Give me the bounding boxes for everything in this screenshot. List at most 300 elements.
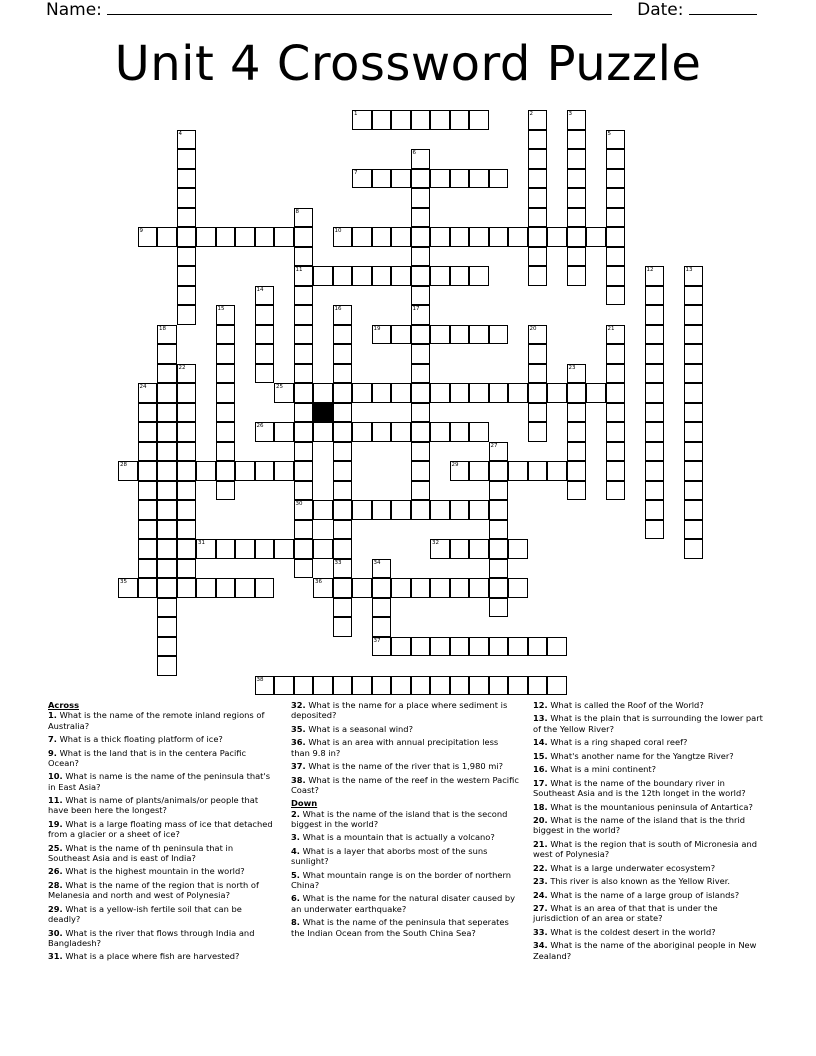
grid-cell[interactable] [469,266,489,286]
grid-cell[interactable] [567,110,587,130]
grid-cell[interactable] [352,383,372,403]
grid-cell[interactable] [547,637,567,657]
grid-cell[interactable] [411,344,431,364]
grid-cell[interactable] [528,110,548,130]
grid-cell[interactable] [606,422,626,442]
grid-cell[interactable] [313,500,333,520]
grid-cell[interactable] [372,422,392,442]
grid-cell[interactable] [157,598,177,618]
grid-cell[interactable] [430,578,450,598]
grid-cell[interactable] [372,266,392,286]
grid-cell[interactable] [411,500,431,520]
grid-cell[interactable] [372,325,392,345]
grid-cell[interactable] [333,598,353,618]
grid-cell[interactable] [177,520,197,540]
grid-cell[interactable] [508,539,528,559]
grid-cell[interactable] [508,637,528,657]
grid-cell[interactable] [645,481,665,501]
grid-cell[interactable] [157,559,177,579]
grid-cell[interactable] [567,130,587,150]
grid-cell[interactable] [216,481,236,501]
grid-cell[interactable] [216,227,236,247]
grid-cell[interactable] [430,637,450,657]
grid-cell[interactable] [684,461,704,481]
grid-cell[interactable] [528,266,548,286]
grid-cell[interactable] [391,676,411,696]
grid-cell[interactable] [528,461,548,481]
grid-cell[interactable] [157,656,177,676]
grid-cell[interactable] [255,364,275,384]
grid-cell[interactable] [606,188,626,208]
grid-cell[interactable] [313,578,333,598]
grid-cell[interactable] [528,383,548,403]
grid-cell[interactable] [333,403,353,423]
grid-cell[interactable] [294,442,314,462]
grid-cell[interactable] [391,578,411,598]
grid-cell[interactable] [255,676,275,696]
grid-cell[interactable] [177,364,197,384]
grid-cell[interactable] [586,227,606,247]
grid-cell[interactable] [372,676,392,696]
grid-cell[interactable] [567,266,587,286]
grid-cell[interactable] [196,461,216,481]
grid-cell[interactable] [177,383,197,403]
grid-cell[interactable] [333,617,353,637]
grid-cell[interactable] [177,169,197,189]
grid-cell[interactable] [450,169,470,189]
grid-cell[interactable] [177,227,197,247]
grid-cell[interactable] [391,325,411,345]
grid-cell[interactable] [177,403,197,423]
grid-cell[interactable] [528,149,548,169]
grid-cell[interactable] [606,344,626,364]
grid-cell[interactable] [372,383,392,403]
grid-cell[interactable] [333,461,353,481]
grid-cell[interactable] [391,266,411,286]
grid-cell[interactable] [196,227,216,247]
grid-cell[interactable] [411,110,431,130]
grid-cell[interactable] [567,481,587,501]
grid-cell[interactable] [489,169,509,189]
grid-cell[interactable] [606,130,626,150]
grid-cell[interactable] [450,227,470,247]
grid-cell[interactable] [489,520,509,540]
grid-cell[interactable] [333,364,353,384]
grid-cell[interactable] [489,578,509,598]
grid-cell[interactable] [235,578,255,598]
grid-cell[interactable] [391,110,411,130]
grid-cell[interactable] [333,325,353,345]
grid-cell[interactable] [645,286,665,306]
grid-cell[interactable] [157,617,177,637]
grid-cell[interactable] [508,578,528,598]
grid-cell[interactable] [157,422,177,442]
grid-cell[interactable] [177,149,197,169]
grid-cell[interactable] [489,598,509,618]
grid-cell[interactable] [508,461,528,481]
grid-cell[interactable] [216,403,236,423]
grid-cell[interactable] [489,461,509,481]
grid-cell[interactable] [157,578,177,598]
grid-cell[interactable] [528,344,548,364]
grid-cell[interactable] [645,520,665,540]
grid-cell[interactable] [489,325,509,345]
grid-cell[interactable] [489,227,509,247]
grid-cell[interactable] [138,461,158,481]
grid-cell[interactable] [411,188,431,208]
grid-cell[interactable] [567,442,587,462]
grid-cell[interactable] [430,383,450,403]
grid-cell[interactable] [469,676,489,696]
grid-cell[interactable] [430,227,450,247]
grid-cell[interactable] [138,383,158,403]
grid-cell[interactable] [196,539,216,559]
grid-cell[interactable] [294,286,314,306]
grid-cell[interactable] [391,169,411,189]
grid-cell[interactable] [684,403,704,423]
grid-cell[interactable] [157,442,177,462]
grid-cell[interactable] [333,481,353,501]
grid-cell[interactable] [411,149,431,169]
grid-cell[interactable] [430,169,450,189]
grid-cell[interactable] [372,110,392,130]
grid-cell[interactable] [333,227,353,247]
grid-cell[interactable] [333,539,353,559]
grid-cell[interactable] [177,422,197,442]
grid-cell[interactable] [177,208,197,228]
grid-cell[interactable] [430,500,450,520]
grid-cell[interactable] [684,500,704,520]
grid-cell[interactable] [294,325,314,345]
grid-cell[interactable] [391,422,411,442]
grid-cell[interactable] [157,383,177,403]
grid-cell[interactable] [430,539,450,559]
grid-cell[interactable] [157,364,177,384]
grid-cell[interactable] [372,169,392,189]
grid-cell[interactable] [216,325,236,345]
grid-cell[interactable] [391,500,411,520]
grid-cell[interactable] [411,266,431,286]
grid-cell[interactable] [450,676,470,696]
grid-cell[interactable] [157,461,177,481]
grid-cell[interactable] [157,325,177,345]
grid-cell[interactable] [216,442,236,462]
grid-cell[interactable] [235,461,255,481]
grid-cell[interactable] [528,169,548,189]
grid-cell[interactable] [138,559,158,579]
grid-cell[interactable] [294,305,314,325]
grid-cell[interactable] [255,305,275,325]
grid-cell[interactable] [157,539,177,559]
grid-cell[interactable] [411,442,431,462]
grid-cell[interactable] [469,110,489,130]
grid-cell[interactable] [547,383,567,403]
grid-cell[interactable] [684,422,704,442]
grid-cell[interactable] [372,500,392,520]
grid-cell[interactable] [528,188,548,208]
grid-cell[interactable] [567,227,587,247]
grid-cell[interactable] [606,403,626,423]
grid-cell[interactable] [528,422,548,442]
grid-cell[interactable] [333,500,353,520]
grid-cell[interactable] [411,227,431,247]
grid-cell[interactable] [157,481,177,501]
grid-cell[interactable] [606,325,626,345]
grid-cell[interactable] [138,442,158,462]
grid-cell[interactable] [333,442,353,462]
grid-cell[interactable] [411,383,431,403]
grid-cell[interactable] [294,344,314,364]
grid-cell[interactable] [528,227,548,247]
grid-cell[interactable] [645,442,665,462]
grid-cell[interactable] [294,227,314,247]
grid-cell[interactable] [274,461,294,481]
grid-cell[interactable] [177,130,197,150]
grid-cell[interactable] [489,500,509,520]
grid-cell[interactable] [450,422,470,442]
grid-cell[interactable] [177,266,197,286]
grid-cell[interactable] [411,305,431,325]
grid-cell[interactable] [333,559,353,579]
grid-cell[interactable] [177,305,197,325]
grid-cell[interactable] [411,422,431,442]
grid-cell[interactable] [352,422,372,442]
grid-cell[interactable] [313,676,333,696]
grid-cell[interactable] [294,461,314,481]
grid-cell[interactable] [567,188,587,208]
grid-cell[interactable] [606,442,626,462]
grid-cell[interactable] [606,149,626,169]
grid-cell[interactable] [489,539,509,559]
grid-cell[interactable] [352,266,372,286]
grid-cell[interactable] [274,383,294,403]
grid-cell[interactable] [177,539,197,559]
grid-cell[interactable] [567,364,587,384]
grid-cell[interactable] [255,325,275,345]
grid-cell[interactable] [255,461,275,481]
grid-cell[interactable] [606,481,626,501]
grid-cell[interactable] [352,169,372,189]
grid-cell[interactable] [352,676,372,696]
grid-cell[interactable] [489,481,509,501]
grid-cell[interactable] [528,364,548,384]
grid-cell[interactable] [645,344,665,364]
grid-cell[interactable] [645,461,665,481]
grid-cell[interactable] [430,422,450,442]
grid-cell[interactable] [469,500,489,520]
grid-cell[interactable] [138,578,158,598]
grid-cell[interactable] [528,325,548,345]
grid-cell[interactable] [489,676,509,696]
grid-cell[interactable] [294,247,314,267]
grid-cell[interactable] [411,169,431,189]
grid-cell[interactable] [684,383,704,403]
grid-cell[interactable] [430,110,450,130]
grid-cell[interactable] [645,500,665,520]
grid-cell[interactable] [567,461,587,481]
grid-cell[interactable] [567,149,587,169]
grid-cell[interactable] [528,637,548,657]
grid-cell[interactable] [255,227,275,247]
grid-cell[interactable] [547,227,567,247]
grid-cell[interactable] [313,383,333,403]
grid-cell[interactable] [177,578,197,598]
grid-cell[interactable] [216,344,236,364]
grid-cell[interactable] [450,637,470,657]
grid-cell[interactable] [157,227,177,247]
grid-cell[interactable] [157,403,177,423]
grid-cell[interactable] [294,403,314,423]
grid-cell[interactable] [411,325,431,345]
grid-cell[interactable] [450,578,470,598]
grid-cell[interactable] [333,344,353,364]
grid-cell[interactable] [606,169,626,189]
grid-cell[interactable] [138,520,158,540]
grid-cell[interactable] [684,364,704,384]
grid-cell[interactable] [372,598,392,618]
grid-cell[interactable] [528,676,548,696]
grid-cell[interactable] [411,481,431,501]
grid-cell[interactable] [528,208,548,228]
grid-cell[interactable] [411,578,431,598]
grid-cell[interactable] [274,676,294,696]
grid-cell[interactable] [469,578,489,598]
grid-cell[interactable] [450,325,470,345]
grid-cell[interactable] [294,500,314,520]
grid-cell[interactable] [294,559,314,579]
grid-cell[interactable] [196,578,216,598]
grid-cell[interactable] [645,364,665,384]
grid-cell[interactable] [684,266,704,286]
grid-cell[interactable] [469,169,489,189]
grid-cell[interactable] [469,422,489,442]
grid-cell[interactable] [274,227,294,247]
grid-cell[interactable] [391,227,411,247]
grid-cell[interactable] [411,637,431,657]
grid-cell[interactable] [372,637,392,657]
grid-cell[interactable] [177,559,197,579]
grid-cell[interactable] [352,500,372,520]
grid-cell[interactable] [411,676,431,696]
grid-cell[interactable] [567,208,587,228]
grid-cell[interactable] [333,578,353,598]
grid-cell[interactable] [177,247,197,267]
grid-cell[interactable] [352,110,372,130]
grid-cell[interactable] [684,286,704,306]
grid-cell[interactable] [411,286,431,306]
grid-cell[interactable] [645,383,665,403]
grid-cell[interactable] [313,539,333,559]
grid-cell[interactable] [216,305,236,325]
grid-cell[interactable] [177,188,197,208]
grid-cell[interactable] [294,539,314,559]
grid-cell[interactable] [606,461,626,481]
grid-cell[interactable] [645,422,665,442]
grid-cell[interactable] [567,169,587,189]
grid-cell[interactable] [294,383,314,403]
grid-cell[interactable] [645,266,665,286]
grid-cell[interactable] [528,403,548,423]
grid-cell[interactable] [684,539,704,559]
grid-cell[interactable] [469,539,489,559]
grid-cell[interactable] [118,578,138,598]
grid-cell[interactable] [313,266,333,286]
grid-cell[interactable] [333,422,353,442]
grid-cell[interactable] [508,676,528,696]
grid-cell[interactable] [450,461,470,481]
grid-cell[interactable] [255,578,275,598]
grid-cell[interactable] [567,383,587,403]
grid-cell[interactable] [508,227,528,247]
grid-cell[interactable] [333,676,353,696]
grid-cell[interactable] [255,286,275,306]
grid-cell[interactable] [255,539,275,559]
grid-cell[interactable] [411,403,431,423]
grid-cell[interactable] [430,266,450,286]
grid-cell[interactable] [430,676,450,696]
grid-cell[interactable] [684,305,704,325]
grid-cell[interactable] [508,383,528,403]
grid-cell[interactable] [216,422,236,442]
grid-cell[interactable] [294,481,314,501]
grid-cell[interactable] [567,247,587,267]
grid-cell[interactable] [235,539,255,559]
grid-cell[interactable] [235,227,255,247]
grid-cell[interactable] [294,266,314,286]
grid-cell[interactable] [177,286,197,306]
grid-cell[interactable] [645,403,665,423]
grid-cell[interactable] [489,559,509,579]
grid-cell[interactable] [606,286,626,306]
grid-cell[interactable] [469,325,489,345]
grid-cell[interactable] [352,227,372,247]
grid-cell[interactable] [528,130,548,150]
grid-cell[interactable] [411,461,431,481]
grid-cell[interactable] [469,383,489,403]
grid-cell[interactable] [177,442,197,462]
grid-cell[interactable] [157,520,177,540]
grid-cell[interactable] [586,383,606,403]
grid-cell[interactable] [489,383,509,403]
grid-cell[interactable] [372,578,392,598]
grid-cell[interactable] [372,559,392,579]
grid-cell[interactable] [138,481,158,501]
grid-cell[interactable] [333,266,353,286]
grid-cell[interactable] [216,578,236,598]
grid-cell[interactable] [411,208,431,228]
grid-cell[interactable] [177,500,197,520]
grid-cell[interactable] [684,344,704,364]
grid-cell[interactable] [138,539,158,559]
grid-cell[interactable] [547,461,567,481]
grid-cell[interactable] [645,305,665,325]
grid-cell[interactable] [333,520,353,540]
grid-cell[interactable] [157,500,177,520]
grid-cell[interactable] [255,422,275,442]
grid-cell[interactable] [294,520,314,540]
grid-cell[interactable] [352,578,372,598]
grid-cell[interactable] [469,461,489,481]
grid-cell[interactable] [216,461,236,481]
grid-cell[interactable] [294,676,314,696]
grid-cell[interactable] [274,422,294,442]
grid-cell[interactable] [255,344,275,364]
grid-cell[interactable] [372,617,392,637]
grid-cell[interactable] [333,383,353,403]
grid-cell[interactable] [138,227,158,247]
grid-cell[interactable] [411,247,431,267]
grid-cell[interactable] [606,383,626,403]
